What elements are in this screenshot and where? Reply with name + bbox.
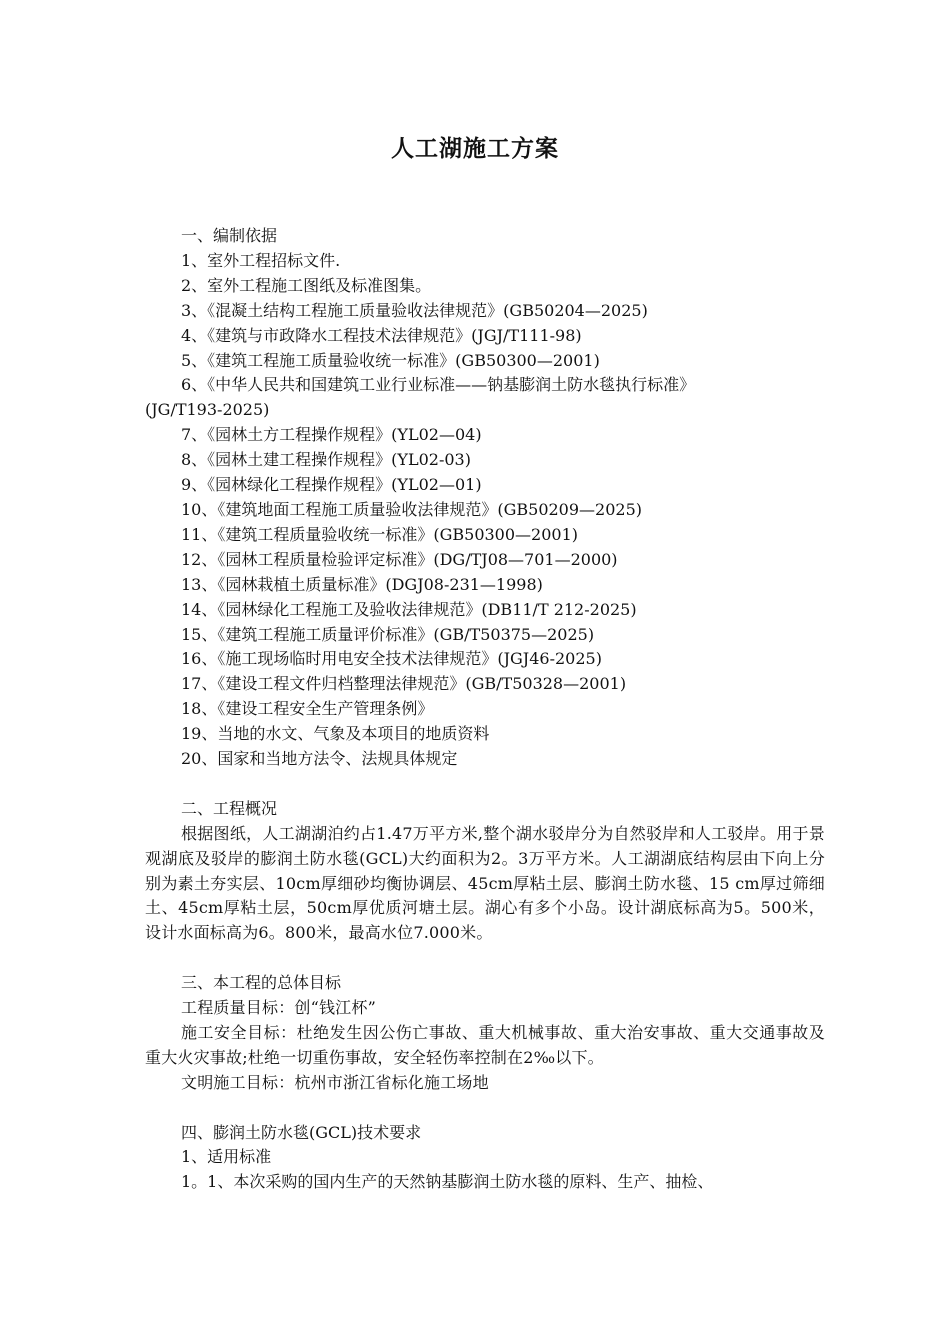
list-item: 2、室外工程施工图纸及标准图集。 <box>181 275 432 295</box>
overview-paragraph: 根据图纸，人工湖湖泊约占1.47万平方米,整个湖水驳岸分为自然驳岸和人工驳岸。用于景观湖底及驳岸的膨润土防水毯(GCL)大约面积为2。3万平方米。人工湖湖底结构层由下向上分别为素土夯实层、10cm厚细砂均衡协调层、45cm厚粘土层、膨润土防水毯、15 cm厚过筛细土、45cm厚粘土层，50cm厚优质河塘土层。湖心有多个小岛。设计湖底标高为5。500米，设计水面标高为6。800米，最高水位7.000米。 <box>145 823 825 943</box>
civilized-construction-goal: 文明施工目标：杭州市浙江省标化施工场地 <box>181 1072 489 1092</box>
section-heading: 三、本工程的总体目标 <box>181 973 342 993</box>
section-gcl-requirements <box>145 1121 825 1196</box>
quality-goal: 工程质量目标：创“钱江杯” <box>181 998 376 1018</box>
document-title: 人工湖施工方案 <box>391 135 559 162</box>
list-item: 3、《混凝土结构工程施工质量验收法律规范》(GB50204—2025) <box>181 300 648 320</box>
subsection-text: 1。1、本次采购的国内生产的天然钠基膨润土防水毯的原料、生产、抽检、 <box>181 1172 714 1192</box>
list-item: 12、《园林工程质量检验评定标准》(DG/TJ08—701—2000) <box>181 549 618 569</box>
section-heading: 四、膨润土防水毯(GCL)技术要求 <box>181 1122 422 1142</box>
list-item: 1、室外工程招标文件. <box>181 250 341 270</box>
spacer <box>145 1096 825 1121</box>
list-item: 11、《建筑工程质量验收统一标准》(GB50300—2001) <box>181 524 579 544</box>
list-item: 17、《建设工程文件归档整理法律规范》(GB/T50328—2001) <box>181 674 627 694</box>
section-heading: 一、编制依据 <box>181 226 278 245</box>
spacer <box>145 772 825 797</box>
safety-goal: 施工安全目标：杜绝发生因公伤亡事故、重大机械事故、重大治安事故、重大交通事故及重大火灾事故;杜绝一切重伤事故，安全轻伤率控制在2‰以下。 <box>145 1022 825 1067</box>
list-item: 20、国家和当地方法令、法规具体规定 <box>181 749 458 769</box>
section-heading: 二、工程概况 <box>181 798 278 818</box>
list-item: 7、《园林土方工程操作规程》(YL02—04) <box>181 425 482 445</box>
list-item: 9、《园林绿化工程操作规程》(YL02—01) <box>181 475 482 495</box>
list-item: 5、《建筑工程施工质量验收统一标准》(GB50300—2001) <box>181 350 600 370</box>
list-item: 8、《园林土建工程操作规程》(YL02-03) <box>181 450 471 470</box>
list-item: 18、《建设工程安全生产管理条例》 <box>181 699 434 719</box>
list-item: 4、《建筑与市政降水工程技术法律规范》(JGJ/T111-98) <box>181 325 582 345</box>
list-item: 19、当地的水文、气象及本项目的地质资料 <box>181 724 490 744</box>
list-item: 16、《施工现场临时用电安全技术法律规范》(JGJ46-2025) <box>181 649 602 669</box>
document-body <box>145 224 825 1195</box>
spacer <box>145 946 825 971</box>
section-project-overview <box>145 797 825 946</box>
list-item: 6、《中华人民共和国建筑工业行业标准——钠基膨润土防水毯执行标准》 <box>181 375 696 395</box>
list-item: 10、《建筑地面工程施工质量验收法律规范》(GB50209—2025) <box>181 499 643 519</box>
list-item: 14、《园林绿化工程施工及验收法律规范》(DB11/T 212-2025) <box>181 599 637 619</box>
section-overall-goals <box>145 971 825 1096</box>
list-item-continuation: (JG/T193-2025) <box>145 400 270 420</box>
list-item: 13、《园林栽植土质量标准》(DGJ08-231—1998) <box>181 574 543 594</box>
subsection-heading: 1、适用标准 <box>181 1147 272 1167</box>
section-compilation-basis <box>145 224 825 772</box>
list-item: 15、《建筑工程施工质量评价标准》(GB/T50375—2025) <box>181 624 595 644</box>
